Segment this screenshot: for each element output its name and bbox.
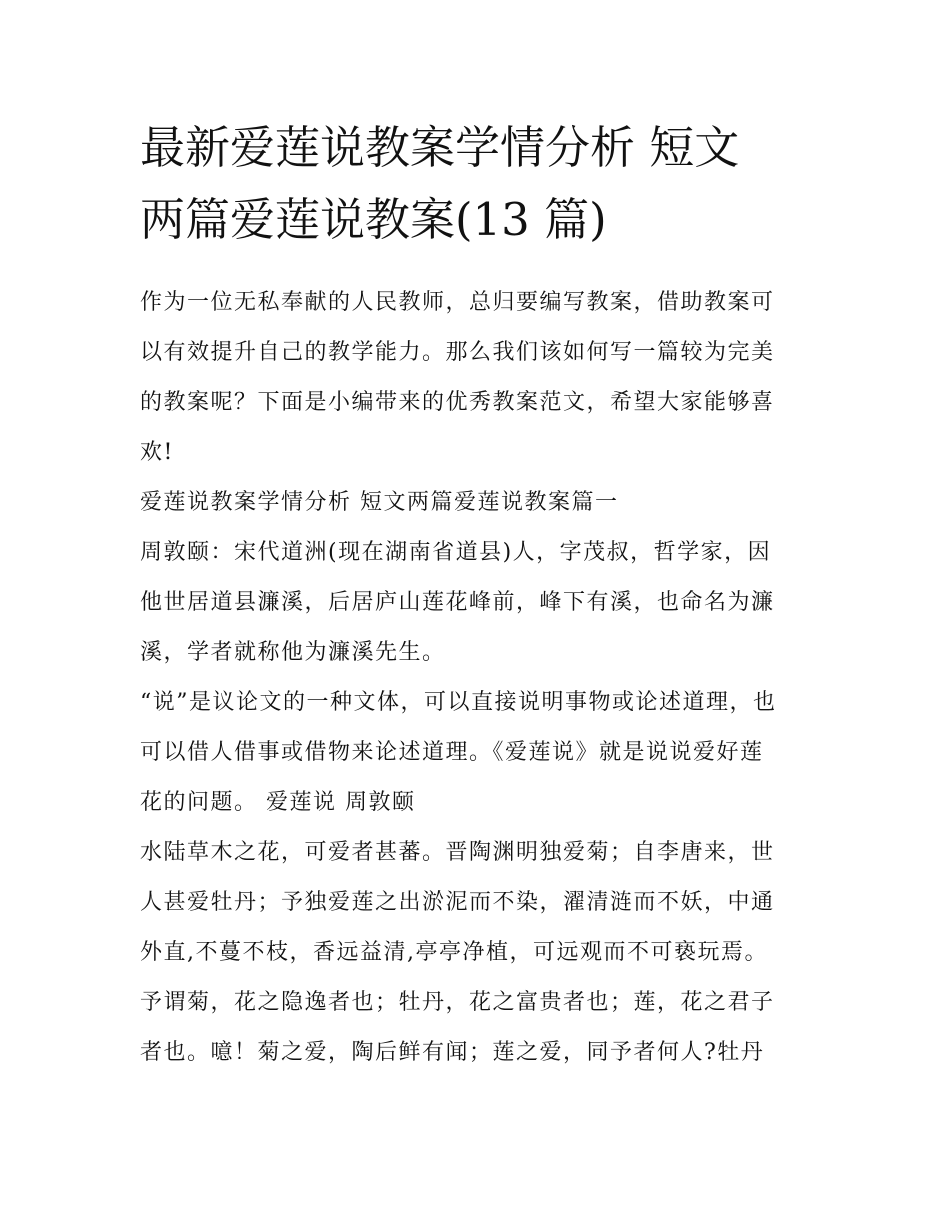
author-paragraph (140, 528, 815, 678)
document-title (140, 112, 815, 256)
text-line: 者也。噫！菊之爱，陶后鲜有闻；莲之爱，同予者何人?牡丹 (140, 1040, 765, 1065)
text-line: 欢! (140, 440, 174, 465)
intro-paragraph (140, 278, 815, 478)
title-line: 两篇爱莲说教案(13 篇) (140, 193, 607, 246)
text-line: 他世居道县濂溪，后居庐山莲花峰前，峰下有溪，也命名为濂 (140, 590, 775, 615)
text-line: 溪，学者就称他为濂溪先生。 (140, 640, 446, 665)
text-line: 予谓菊，花之隐逸者也；牡丹，花之富贵者也；莲，花之君子 (140, 990, 775, 1015)
section-heading (140, 478, 815, 528)
text-line: 以有效提升自己的教学能力。那么我们该如何写一篇较为完美 (140, 340, 775, 365)
text-line: 水陆草木之花，可爱者甚蕃。晋陶渊明独爱菊；自李唐来，世 (140, 840, 775, 865)
essay-paragraph (140, 978, 815, 1078)
genre-paragraph (140, 678, 815, 828)
text-line: 可以借人借事或借物来论述道理。《爱莲说》就是说说爱好莲 (140, 740, 764, 765)
text-line: 花的问题。 爱莲说 周敦颐 (140, 790, 416, 815)
text-line: 人甚爱牡丹；予独爱莲之出淤泥而不染，濯清涟而不妖，中通 (140, 890, 775, 915)
text-line: 周敦颐：宋代道洲(现在湖南省道县)人，字茂叔，哲学家，因 (140, 540, 772, 565)
text-line: 爱莲说教案学情分析 短文两篇爱莲说教案篇一 (140, 490, 619, 515)
essay-paragraph (140, 828, 815, 978)
text-line: “说”是议论文的一种文体，可以直接说明事物或论述道理，也 (140, 690, 777, 715)
document-page (140, 112, 815, 1078)
text-line: 作为一位无私奉献的人民教师，总归要编写教案，借助教案可 (140, 290, 775, 315)
text-line: 外直,不蔓不枝，香远益清,亭亭净植，可远观而不可亵玩焉。 (140, 940, 768, 965)
text-line: 的教案呢？下面是小编带来的优秀教案范文，希望大家能够喜 (140, 390, 775, 415)
title-line: 最新爱莲说教案学情分析 短文 (140, 121, 740, 174)
